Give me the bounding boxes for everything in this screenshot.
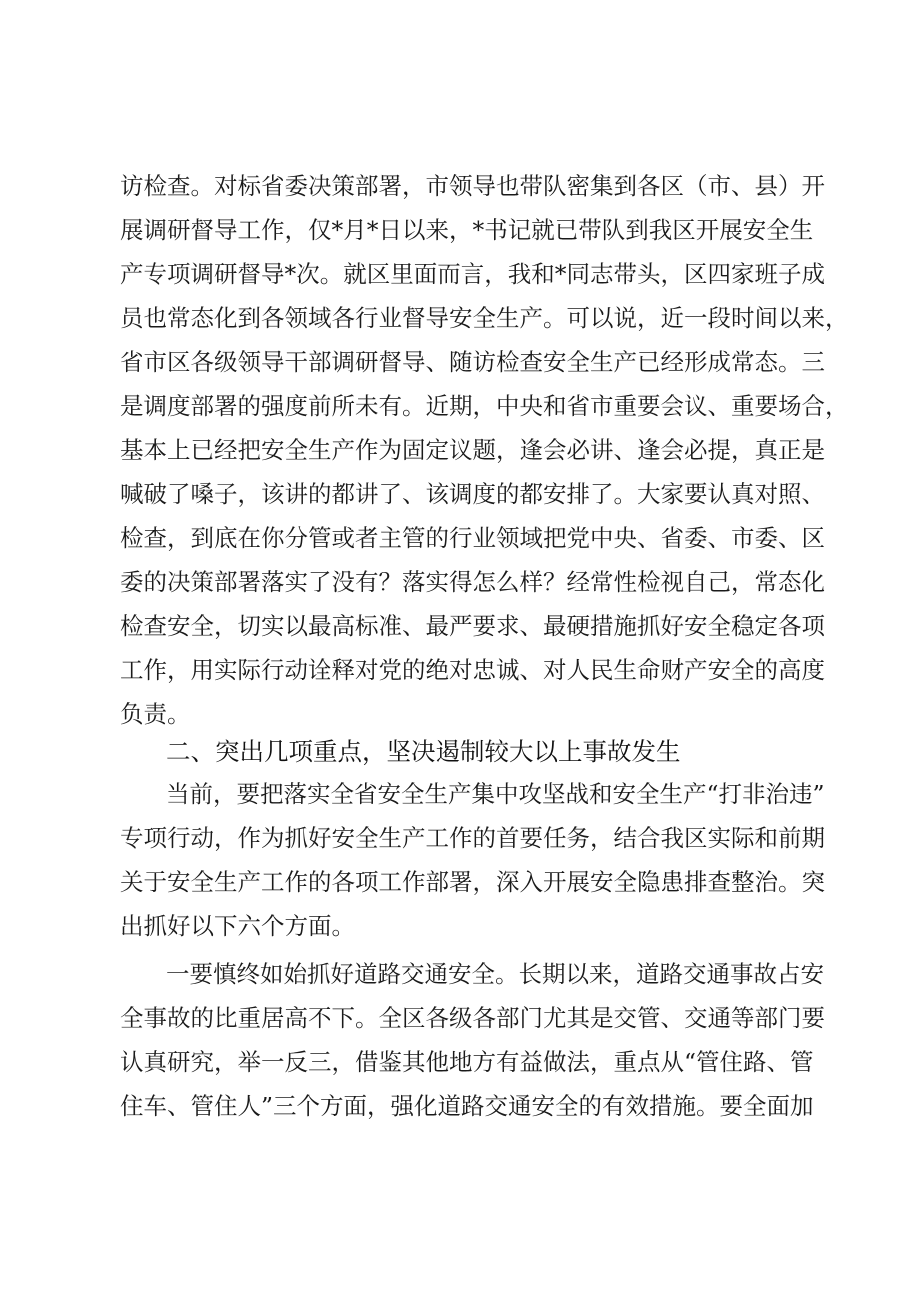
paragraph-1-line-5: 省市区各级领导干部调研督导、随访检查安全生产已经形成常态。三 bbox=[120, 348, 825, 376]
paragraph-1-line-13: 负责。 bbox=[120, 700, 191, 728]
paragraph-1-line-9: 检查，到底在你分管或者主管的行业领域把党中央、省委、市委、区 bbox=[120, 524, 825, 552]
paragraph-1-line-7: 基本上已经把安全生产作为固定议题，逢会必讲、逢会必提，真正是 bbox=[120, 436, 825, 464]
paragraph-1-line-11: 检查安全，切实以最高标准、最严要求、最硬措施抓好安全稳定各项 bbox=[120, 612, 825, 640]
paragraph-1-line-4: 员也常态化到各领域各行业督导安全生产。可以说，近一段时间以来， bbox=[120, 304, 849, 332]
paragraph-1-line-2: 展调研督导工作，仅*月*日以来，*书记就已带队到我区开展安全生 bbox=[120, 216, 814, 244]
paragraph-2-line-3: 关于安全生产工作的各项工作部署，深入开展安全隐患排查整治。突 bbox=[120, 868, 825, 896]
paragraph-3-line-4: 住车、管住人”三个方面，强化道路交通安全的有效措施。要全面加 bbox=[120, 1092, 814, 1120]
paragraph-1-line-1: 访检查。对标省委决策部署，市领导也带队密集到各区（市、县）开 bbox=[120, 172, 825, 200]
paragraph-3-line-3: 认真研究，举一反三，借鉴其他地方有益做法，重点从“管住路、管 bbox=[120, 1048, 814, 1076]
paragraph-1-line-6: 是调度部署的强度前所未有。近期，中央和省市重要会议、重要场合， bbox=[120, 392, 849, 420]
section-heading: 二、突出几项重点，坚决遏制较大以上事故发生 bbox=[166, 737, 681, 766]
paragraph-3-line-1: 一要慎终如始抓好道路交通安全。长期以来，道路交通事故占安 bbox=[166, 960, 824, 988]
paragraph-1-line-10: 委的决策部署落实了没有？落实得怎么样？经常性检视自己，常态化 bbox=[120, 568, 825, 596]
paragraph-2-line-2: 专项行动，作为抓好安全生产工作的首要任务，结合我区实际和前期 bbox=[120, 824, 825, 852]
paragraph-1-line-8: 喊破了嗓子，该讲的都讲了、该调度的都安排了。大家要认真对照、 bbox=[120, 480, 825, 508]
paragraph-2-line-4: 出抓好以下六个方面。 bbox=[120, 912, 355, 940]
paragraph-3-line-2: 全事故的比重居高不下。全区各级各部门尤其是交管、交通等部门要 bbox=[120, 1004, 825, 1032]
paragraph-1-line-3: 产专项调研督导*次。就区里面而言，我和*同志带头，区四家班子成 bbox=[120, 260, 825, 288]
paragraph-1-line-12: 工作，用实际行动诠释对党的绝对忠诚、对人民生命财产安全的高度 bbox=[120, 656, 825, 684]
paragraph-2-line-1: 当前，要把落实全省安全生产集中攻坚战和安全生产“打非治违” bbox=[166, 780, 825, 808]
